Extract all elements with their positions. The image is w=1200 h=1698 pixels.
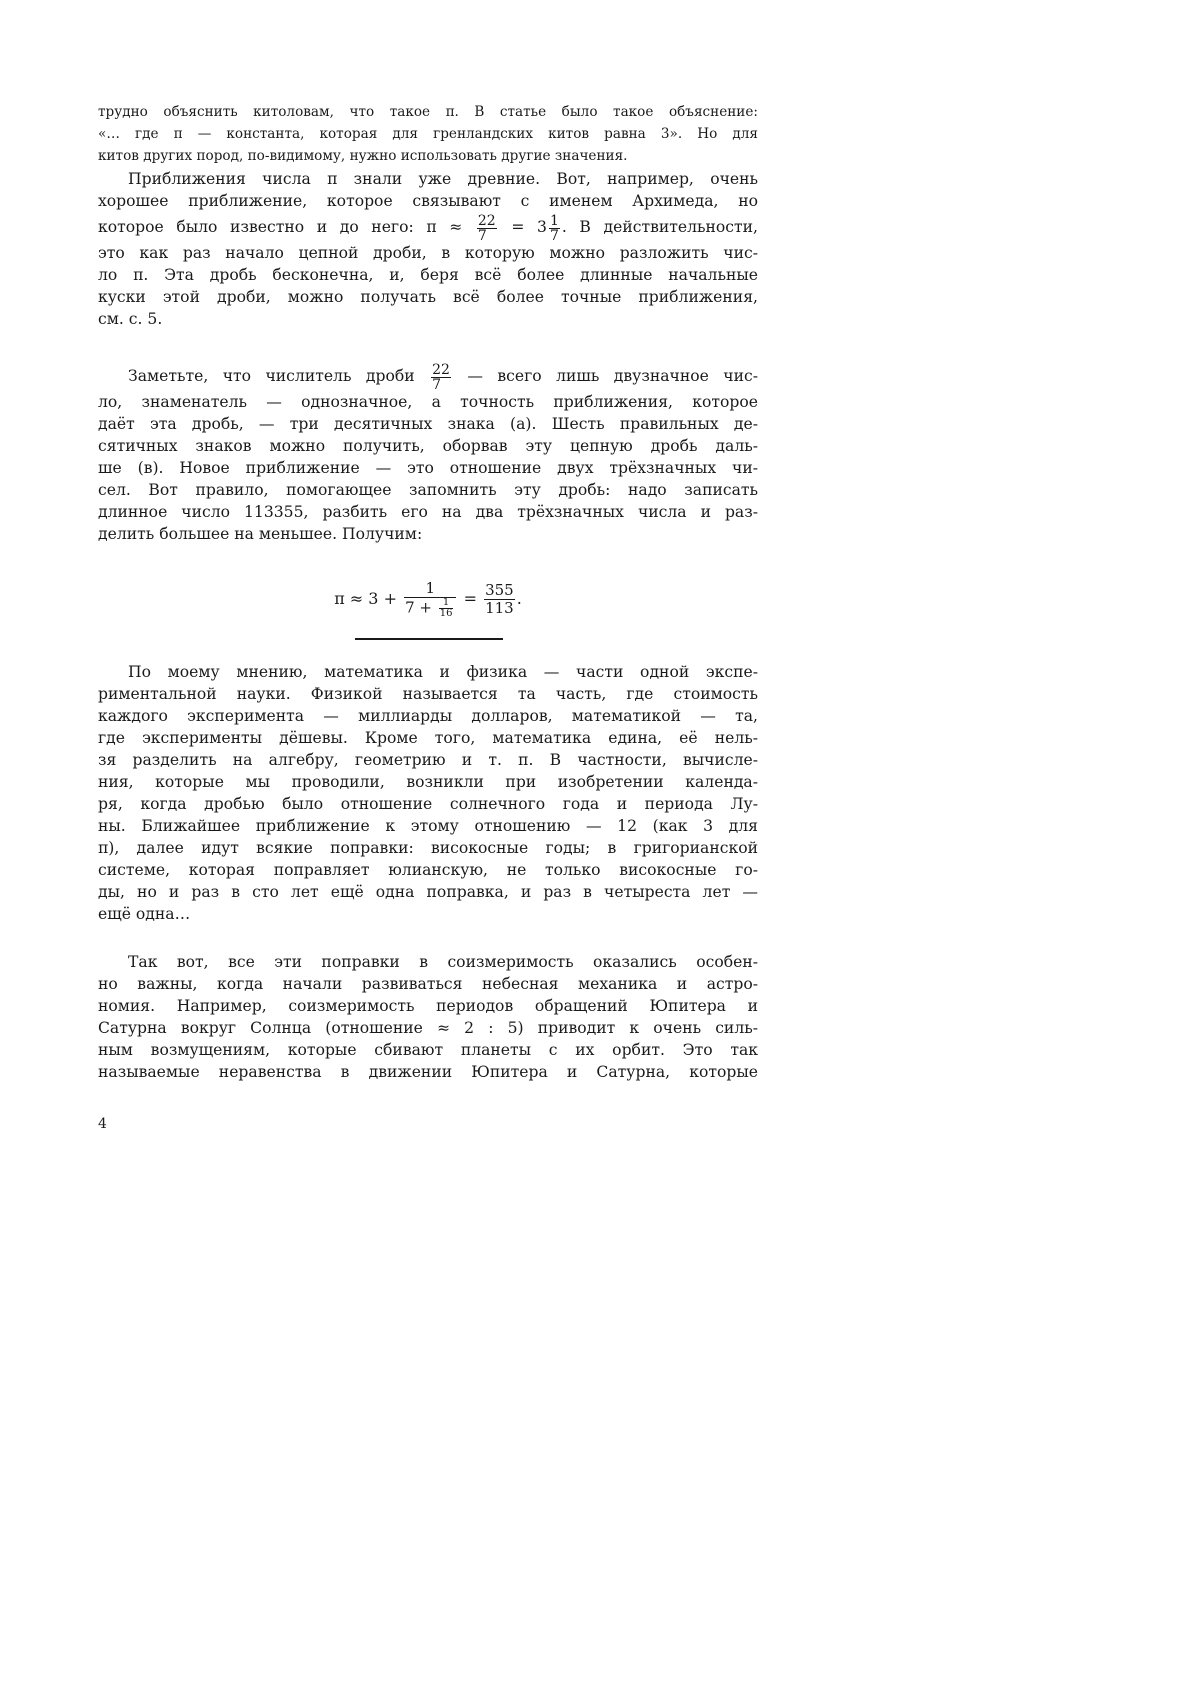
text-line: ло π. Эта дробь бесконечна, и, беря всё более длинные начальные [98, 266, 758, 284]
text-line: ше (в). Новое приближение — это отношение двух трёхзначных чи- [98, 459, 758, 477]
text-segment: = 3 [511, 218, 547, 236]
text-line: называемые неравенства в движении Юпитера и Сатурна, которые [98, 1063, 758, 1081]
fraction-denominator [404, 598, 456, 619]
text-line: ещё одна… [98, 905, 191, 923]
text-line: риментальной науки. Физикой называется та часть, где стоимость [98, 685, 758, 703]
page-number: 4 [98, 1116, 107, 1132]
text-line: «… где π — константа, которая для гренландских китов равна 3». Но для [98, 126, 758, 142]
paragraph-approximations [98, 168, 758, 330]
text-segment: Заметьте, что числитель дроби [128, 367, 415, 385]
text-line: сятичных знаков можно получить, оборвав эту цепную дробь даль- [98, 437, 758, 455]
fraction-denominator: 16 [439, 608, 453, 619]
paragraph-intro [98, 101, 758, 167]
text-line: сел. Вот правило, помогающее запомнить эту дробь: надо записать [98, 481, 758, 499]
section-separator [355, 638, 503, 640]
text-line: делить большее на меньшее. Получим: [98, 525, 423, 543]
text-line: хорошее приближение, которое связывают с именем Архимеда, но [98, 192, 758, 210]
text-line: ны. Ближайшее приближение к этому отношению — 12 (как 3 для [98, 817, 758, 835]
text-line: ния, которые мы проводили, возникли при изобретении календа- [98, 773, 758, 791]
text-segment: — всего лишь двузначное чис- [467, 367, 758, 385]
fraction-denominator: 7 [477, 227, 487, 244]
fraction-numerator: 1 [439, 598, 454, 609]
formula-equals: = [463, 589, 477, 608]
fraction [477, 214, 497, 243]
text-line: длинное число 113355, разбить его на два трёхзначных числа и раз- [98, 503, 758, 521]
fraction [549, 214, 560, 243]
text-line: Так вот, все эти поправки в соизмеримость оказались особен- [128, 953, 758, 971]
fraction-denominator: 7 [432, 376, 441, 393]
text-line: ря, когда дробью было отношение солнечного года и периода Лу- [98, 795, 758, 813]
text-line: зя разделить на алгебру, геометрию и т. п. В частности, вычисле- [98, 751, 758, 769]
text-line: ло, знаменатель — однозначное, а точность приближения, которое [98, 393, 758, 411]
text-line-with-fraction [98, 212, 758, 242]
text-line: каждого эксперимента — миллиарды долларов, математикой — та, [98, 707, 758, 725]
formula-lead: π ≈ 3 + [334, 589, 397, 608]
text-line: это как раз начало цепной дроби, в которую можно разложить чис- [98, 244, 758, 262]
text-line: но важны, когда начали развиваться небесная механика и астро- [98, 975, 758, 993]
formula-tail: . [516, 589, 522, 608]
text-line: см. с. 5. [98, 310, 163, 328]
text-line: ным возмущениям, которые сбивают планеты с их орбит. Это так [98, 1041, 758, 1059]
text-line: системе, которая поправляет юлианскую, не только високосные го- [98, 861, 758, 879]
fraction [431, 363, 451, 392]
inner-fraction [439, 598, 454, 619]
fraction-numerator: 22 [432, 361, 450, 378]
text-line: Приближения числа π знали уже древние. Вот, например, очень [128, 170, 758, 188]
text-line: китов других пород, по-видимому, нужно использовать другие значения. [98, 148, 628, 164]
text-line: По моему мнению, математика и физика — части одной экспе- [128, 663, 758, 681]
fraction-denominator: 113 [485, 599, 514, 617]
fraction-denominator: 7 [549, 227, 559, 244]
continued-fraction [404, 580, 456, 619]
fraction-numerator: 1 [549, 212, 559, 229]
text-line-with-fraction [98, 361, 758, 391]
paragraph-corrections [98, 951, 758, 1083]
text-line: где эксперименты дёшевы. Кроме того, математика едина, её нель- [98, 729, 758, 747]
denominator-term: 7 + [405, 598, 432, 617]
text-line: трудно объяснить китоловам, что такое π. В статье было такое объяснение: [98, 104, 758, 120]
fraction-numerator: 1 [404, 580, 456, 598]
fraction-numerator: 22 [477, 212, 496, 229]
text-line: π), далее идут всякие поправки: високосные годы; в григорианской [98, 839, 758, 857]
display-formula [98, 580, 758, 619]
paragraph-numerator [98, 361, 758, 545]
text-segment: . В действительности, [561, 218, 758, 236]
text-line: куски этой дроби, можно получать всё более точные приближения, [98, 288, 758, 306]
fraction-numerator: 355 [485, 581, 514, 599]
text-line: ды, но и раз в сто лет ещё одна поправка, и раз в четыреста лет — [98, 883, 758, 901]
text-line: номия. Например, соизмеримость периодов обращений Юпитера и [98, 997, 758, 1015]
text-line: даёт эта дробь, — три десятичных знака (а). Шесть правильных де- [98, 415, 758, 433]
result-fraction [484, 582, 515, 617]
paragraph-math-physics [98, 661, 758, 925]
text-line: Сатурна вокруг Солнца (отношение ≈ 2 : 5) приводит к очень силь- [98, 1019, 758, 1037]
text-segment: которое было известно и до него: π ≈ [98, 218, 463, 236]
